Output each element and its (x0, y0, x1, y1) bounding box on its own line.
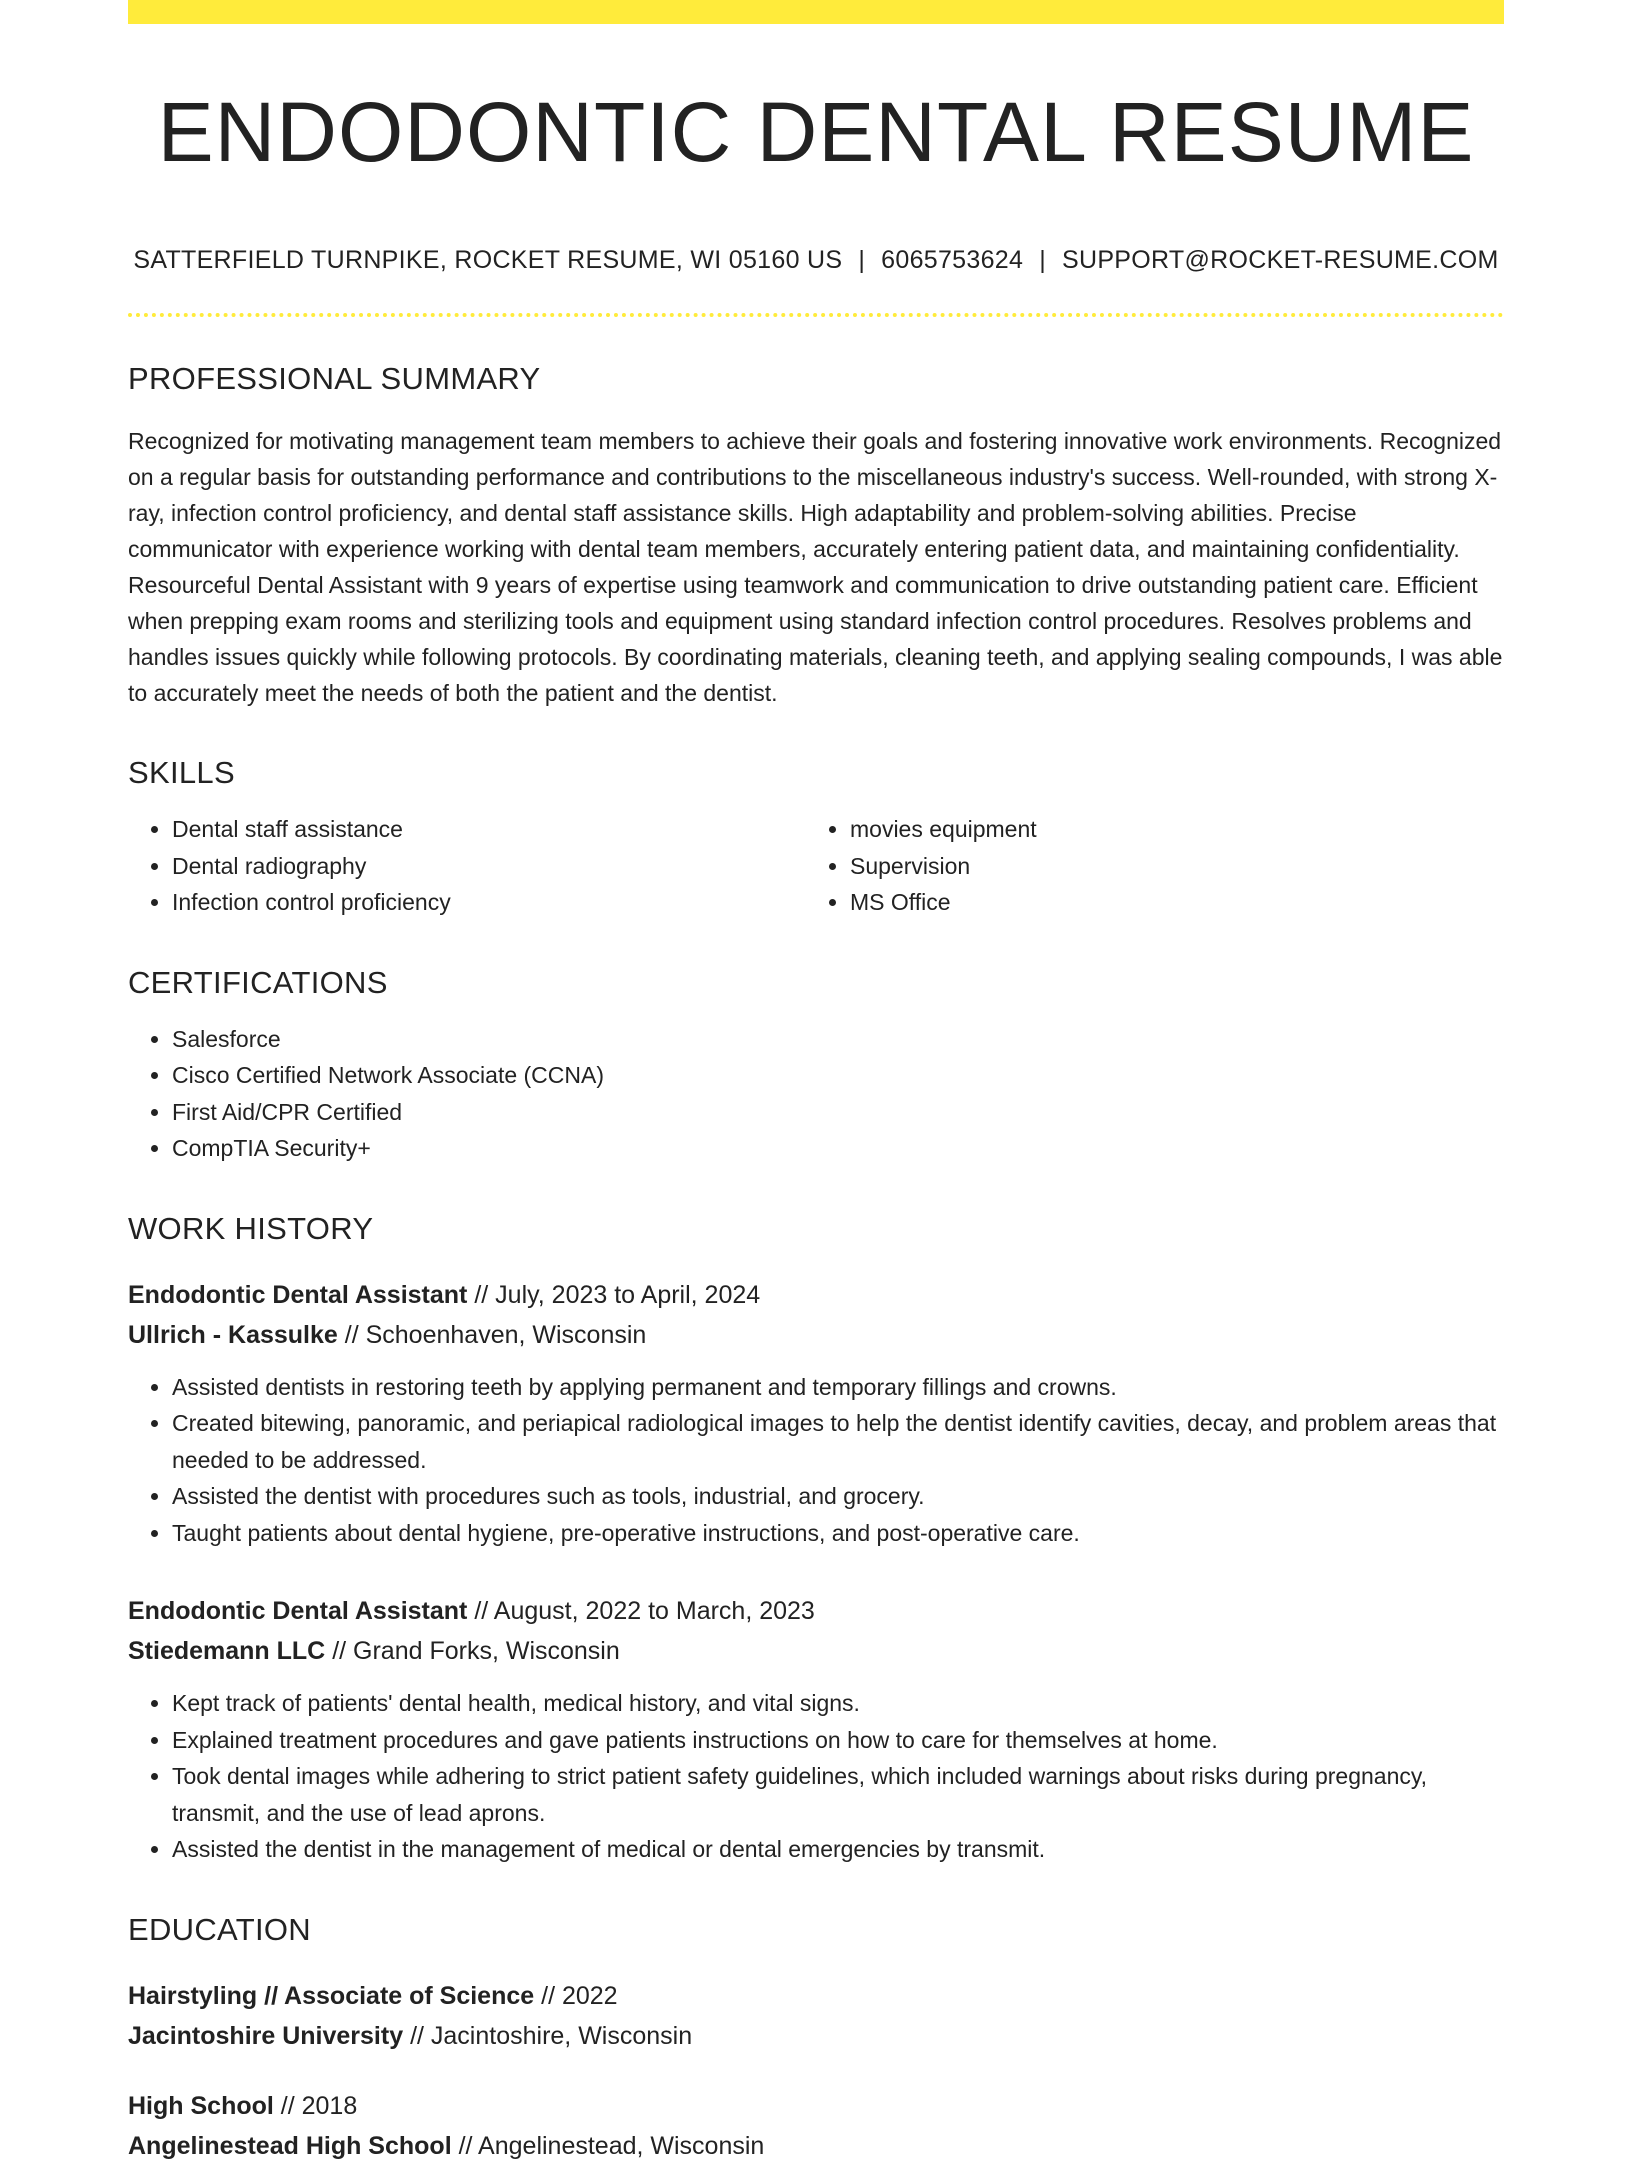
job-bullet: • Taught patients about dental hygiene, pre-operative instructions, and post-operative care. (172, 1515, 1504, 1552)
education-entry (128, 1976, 1504, 2056)
job-company-line (128, 1631, 1504, 1671)
resume-title: ENDODONTIC DENTAL RESUME (157, 85, 1475, 179)
resume-page (128, 0, 1504, 2166)
education-location: // Jacintoshire, Wisconsin (403, 2021, 693, 2050)
work-history-heading: WORK HISTORY (128, 1210, 374, 1246)
skills-column-1 (128, 811, 806, 921)
education-heading: EDUCATION (128, 1911, 311, 1947)
job-title: Endodontic Dental Assistant (128, 1280, 468, 1309)
job-company-line (128, 1315, 1504, 1355)
job-bullet: • Assisted the dentist in the management of medical or dental emergencies by transmit. (172, 1831, 1504, 1868)
job-title-line (128, 1275, 1504, 1315)
contact-address: SATTERFIELD TURNPIKE, ROCKET RESUME, WI 05160 US (133, 246, 843, 275)
education-school-line (128, 2126, 1504, 2166)
certification-item: • CompTIA Security+ (172, 1130, 1504, 1167)
dotted-divider (128, 313, 1504, 317)
education-school: Angelinestead High School (128, 2131, 452, 2160)
skills-heading: SKILLS (128, 755, 235, 791)
job-entry (128, 1275, 1504, 1552)
education-location: // Angelinestead, Wisconsin (451, 2131, 765, 2160)
certification-item: • Salesforce (172, 1021, 1504, 1058)
education-school-line (128, 2016, 1504, 2056)
education-degree: High School (128, 2091, 274, 2120)
contact-email: SUPPORT@ROCKET-RESUME.COM (1062, 246, 1499, 275)
certifications-list (128, 1021, 1504, 1167)
education-degree-line (128, 1976, 1504, 2016)
job-bullets (128, 1685, 1504, 1868)
summary-heading: PROFESSIONAL SUMMARY (128, 361, 541, 397)
certification-item: • Cisco Certified Network Associate (CCNA) (172, 1057, 1504, 1094)
education-entry (128, 2086, 1504, 2166)
job-bullet: • Explained treatment procedures and gave patients instructions on how to care for themselves at home. (172, 1722, 1504, 1759)
job-bullet: • Took dental images while adhering to strict patient safety guidelines, which included warnings about risks during pregnancy, transmit, and the use of lead aprons. (172, 1758, 1504, 1831)
skill-item: • MS Office (850, 884, 1450, 921)
skill-item: • Dental radiography (172, 848, 806, 885)
job-dates: // July, 2023 to April, 2024 (467, 1280, 761, 1309)
certification-item: • First Aid/CPR Certified (172, 1094, 1504, 1131)
job-bullet: • Kept track of patients' dental health, medical history, and vital signs. (172, 1685, 1504, 1722)
job-bullets (128, 1369, 1504, 1552)
job-bullet: • Created bitewing, panoramic, and periapical radiological images to help the dentist identify cavities, decay, and problem areas that needed to be addressed. (172, 1405, 1504, 1478)
education-school: Jacintoshire University (128, 2021, 404, 2050)
skills-column-2 (806, 811, 1450, 921)
education-degree-line (128, 2086, 1504, 2126)
summary-text: Recognized for motivating management team members to achieve their goals and fostering innovative work environments. Recognized on a regular basis for outstanding performance and contributions to the miscellaneous industry's success. Well-rounded, with strong X-ray, infection control proficiency, and dental staff assistance skills. High adaptability and problem-solving abilities. Precise communicator with experience working with dental team members, accurately entering patient data, and maintaining confidentiality. Resourceful Dental Assistant with 9 years of expertise using teamwork and communication to drive outstanding patient care. Efficient when prepping exam rooms and sterilizing tools and equipment using standard infection control procedures. Resolves problems and handles issues quickly while following protocols. By coordinating materials, cleaning teeth, and applying sealing compounds, I was able to accurately meet the needs of both the patient and the dentist. (128, 428, 1503, 707)
job-bullet: • Assisted the dentist with procedures such as tools, industrial, and grocery. (172, 1478, 1504, 1515)
job-entry (128, 1591, 1504, 1868)
job-title-line (128, 1591, 1504, 1631)
job-title: Endodontic Dental Assistant (128, 1597, 468, 1626)
contact-separator: | (858, 246, 866, 275)
skills-list (128, 811, 1504, 921)
job-dates: // August, 2022 to March, 2023 (467, 1597, 815, 1626)
contact-phone: 6065753624 (881, 246, 1024, 275)
skill-item: • Infection control proficiency (172, 884, 806, 921)
job-location: // Schoenhaven, Wisconsin (337, 1320, 647, 1349)
education-year: // 2022 (534, 1981, 618, 2010)
education-year: // 2018 (273, 2091, 358, 2120)
education-degree: Hairstyling // Associate of Science (128, 1981, 535, 2010)
skill-item: • movies equipment (850, 811, 1450, 848)
contact-separator: | (1039, 246, 1046, 275)
job-company: Ullrich - Kassulke (128, 1320, 338, 1349)
skill-item: • Supervision (850, 848, 1450, 885)
contact-line (128, 246, 1504, 275)
top-accent-bar (128, 0, 1504, 24)
job-bullet: • Assisted dentists in restoring teeth by applying permanent and temporary fillings and crowns. (172, 1369, 1504, 1406)
skill-item: • Dental staff assistance (172, 811, 806, 848)
certifications-heading: CERTIFICATIONS (128, 964, 388, 1000)
job-location: // Grand Forks, Wisconsin (325, 1637, 620, 1666)
job-company: Stiedemann LLC (128, 1637, 326, 1666)
